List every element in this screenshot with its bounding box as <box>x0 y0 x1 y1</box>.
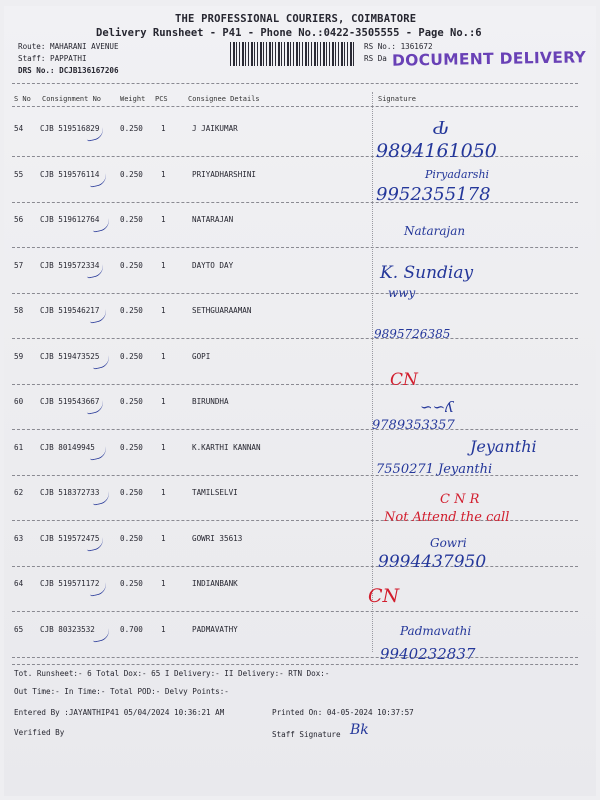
row-pcs: 1 <box>161 624 166 634</box>
sig-65-phone: 9940232837 <box>380 645 476 663</box>
row-consignee: PADMAVATHY <box>192 624 238 634</box>
row-weight: 0.250 <box>120 533 143 543</box>
row-consignee: SETHGUARAAMAN <box>192 306 252 315</box>
sig-63-name: Gowri <box>430 536 467 550</box>
row-pcs: 1 <box>161 260 166 270</box>
row-sno: 59 <box>14 351 24 361</box>
row-separator <box>12 384 578 385</box>
signature-divider <box>372 92 373 652</box>
sig-62-cnr: C N R <box>440 492 480 507</box>
col-pcs: PCS <box>155 95 168 103</box>
sig-54-scribble: Ԃ <box>432 115 449 139</box>
row-sno: 63 <box>14 533 24 543</box>
row-weight: 0.700 <box>120 624 143 634</box>
sig-55-phone: 9952355178 <box>376 184 491 205</box>
row-consignment: CJB 519576114 <box>40 169 100 179</box>
col-weight: Weight <box>120 95 146 103</box>
verified-by: Verified By <box>14 728 65 737</box>
row-sno: 55 <box>14 169 24 179</box>
sig-63-phone: 9994437950 <box>378 552 487 572</box>
printed-on: Printed On: 04-05-2024 10:37:57 <box>272 708 414 717</box>
row-consignee: J JAIKUMAR <box>192 124 238 133</box>
row-consignment: CJB 519612764 <box>40 215 100 224</box>
sig-64-cn: CN <box>368 585 400 607</box>
row-consignee: BIRUNDHA <box>192 397 229 406</box>
runsheet-line: Delivery Runsheet - P41 - Phone No.:0422-3505555 - Page No.:6 <box>96 27 482 39</box>
row-pcs: 1 <box>161 169 166 179</box>
row-consignment: CJB 519543667 <box>40 397 100 406</box>
row-pcs: 1 <box>161 397 166 406</box>
row-sno: 60 <box>14 397 24 406</box>
row-consignment: CJB 519473525 <box>40 351 100 361</box>
row-consignment: CJB 519572475 <box>40 533 100 543</box>
company-title: THE PROFESSIONAL COURIERS, COIMBATORE <box>175 13 417 25</box>
sig-54-phone: 9894161050 <box>376 140 497 162</box>
staff-signature-label: Staff Signature <box>272 730 341 739</box>
row-consignee: DAYTO DAY <box>192 260 234 270</box>
row-weight: 0.250 <box>120 442 143 452</box>
row-sno: 56 <box>14 215 24 224</box>
row-weight: 0.250 <box>120 124 143 133</box>
drs-number: DRS No.: DCJB136167206 <box>18 66 119 75</box>
row-separator <box>12 657 578 658</box>
row-pcs: 1 <box>161 351 166 361</box>
sig-55-name: Piryadarshi <box>425 168 490 181</box>
sig-57-signature: K. Sundiay <box>380 263 474 283</box>
row-consignment: CJB 519571172 <box>40 579 100 588</box>
row-consignee: INDIANBANK <box>192 579 238 588</box>
rs-number: RS No.: 1361672 <box>364 42 433 51</box>
staff-signature: Bk <box>350 722 369 738</box>
barcode <box>230 42 356 66</box>
sig-60-scribble: ∽∽ʎ <box>420 398 454 416</box>
rs-date-label: RS Da <box>364 54 387 63</box>
row-sno: 64 <box>14 579 24 588</box>
times-line: Out Time:- In Time:- Total POD:- Delvy Points:- <box>14 687 229 696</box>
row-separator <box>12 611 578 612</box>
row-pcs: 1 <box>161 124 166 133</box>
row-separator <box>12 338 578 339</box>
row-weight: 0.250 <box>120 579 143 588</box>
entered-by: Entered By :JAYANTHIP41 05/04/2024 10:36:21 AM <box>14 708 225 717</box>
row-pcs: 1 <box>161 579 166 588</box>
staff-label: Staff: PAPPATHI <box>18 54 87 63</box>
row-separator <box>12 566 578 567</box>
row-sno: 54 <box>14 124 24 133</box>
row-consignment: CJB 518372733 <box>40 488 100 497</box>
document-delivery-stamp: DOCUMENT DELIVERY <box>391 48 587 70</box>
row-consignee: GOWRI 35613 <box>192 533 243 543</box>
row-sno: 62 <box>14 488 24 497</box>
row-weight: 0.250 <box>120 488 143 497</box>
row-pcs: 1 <box>161 533 166 543</box>
row-consignment: CJB 519516829 <box>40 124 100 133</box>
row-separator <box>12 475 578 476</box>
row-consignee: GOPI <box>192 351 211 361</box>
col-sno: S No <box>14 95 31 103</box>
totals-line: Tot. Runsheet:- 6 Total Dox:- 65 I Delivery:- II Delivery:- RTN Dox:- <box>14 669 330 678</box>
row-sno: 57 <box>14 260 24 270</box>
row-pcs: 1 <box>161 306 166 315</box>
row-pcs: 1 <box>161 442 166 452</box>
col-signature: Signature <box>378 95 416 103</box>
row-weight: 0.250 <box>120 215 143 224</box>
sig-58-phone: 9895726385 <box>374 327 451 341</box>
row-separator <box>12 202 578 203</box>
col-consignment: Consignment No <box>42 95 102 103</box>
row-consignee: NATARAJAN <box>192 215 234 224</box>
row-sno: 58 <box>14 306 24 315</box>
row-weight: 0.250 <box>120 351 143 361</box>
row-weight: 0.250 <box>120 260 143 270</box>
row-weight: 0.250 <box>120 169 143 179</box>
row-sno: 65 <box>14 624 24 634</box>
row-consignee: K.KARTHI KANNAN <box>192 442 261 452</box>
sig-61-phone: 7550271 Jeyanthi <box>376 462 493 477</box>
row-consignee: TAMILSELVI <box>192 488 238 497</box>
row-separator <box>12 293 578 294</box>
sig-62-note: Not Attend the call <box>384 510 510 525</box>
sig-59-cn: CN <box>390 370 418 390</box>
route-label: Route: MAHARANI AVENUE <box>18 42 119 51</box>
col-consignee: Consignee Details <box>188 95 260 103</box>
row-separator <box>12 429 578 430</box>
sig-60-phone: 9789353357 <box>372 418 455 433</box>
row-sno: 61 <box>14 442 24 452</box>
row-consignee: PRIYADHARSHINI <box>192 169 257 179</box>
row-consignment: CJB 519572334 <box>40 260 100 270</box>
row-consignment: CJB 80323532 <box>40 624 95 634</box>
header-rule-top <box>12 83 578 84</box>
row-consignment: CJB 80149945 <box>40 442 95 452</box>
row-consignment: CJB 519546217 <box>40 306 100 315</box>
sig-61-name: Jeyanthi <box>470 437 537 456</box>
row-pcs: 1 <box>161 215 166 224</box>
row-separator <box>12 247 578 248</box>
row-weight: 0.250 <box>120 306 143 315</box>
row-weight: 0.250 <box>120 397 143 406</box>
footer-rule <box>12 664 578 665</box>
sig-57-scribble: wwy <box>388 286 416 300</box>
header-rule-bottom <box>12 106 578 107</box>
sig-65-name: Padmavathi <box>400 624 472 638</box>
sig-56-name: Natarajan <box>404 224 466 238</box>
row-pcs: 1 <box>161 488 166 497</box>
